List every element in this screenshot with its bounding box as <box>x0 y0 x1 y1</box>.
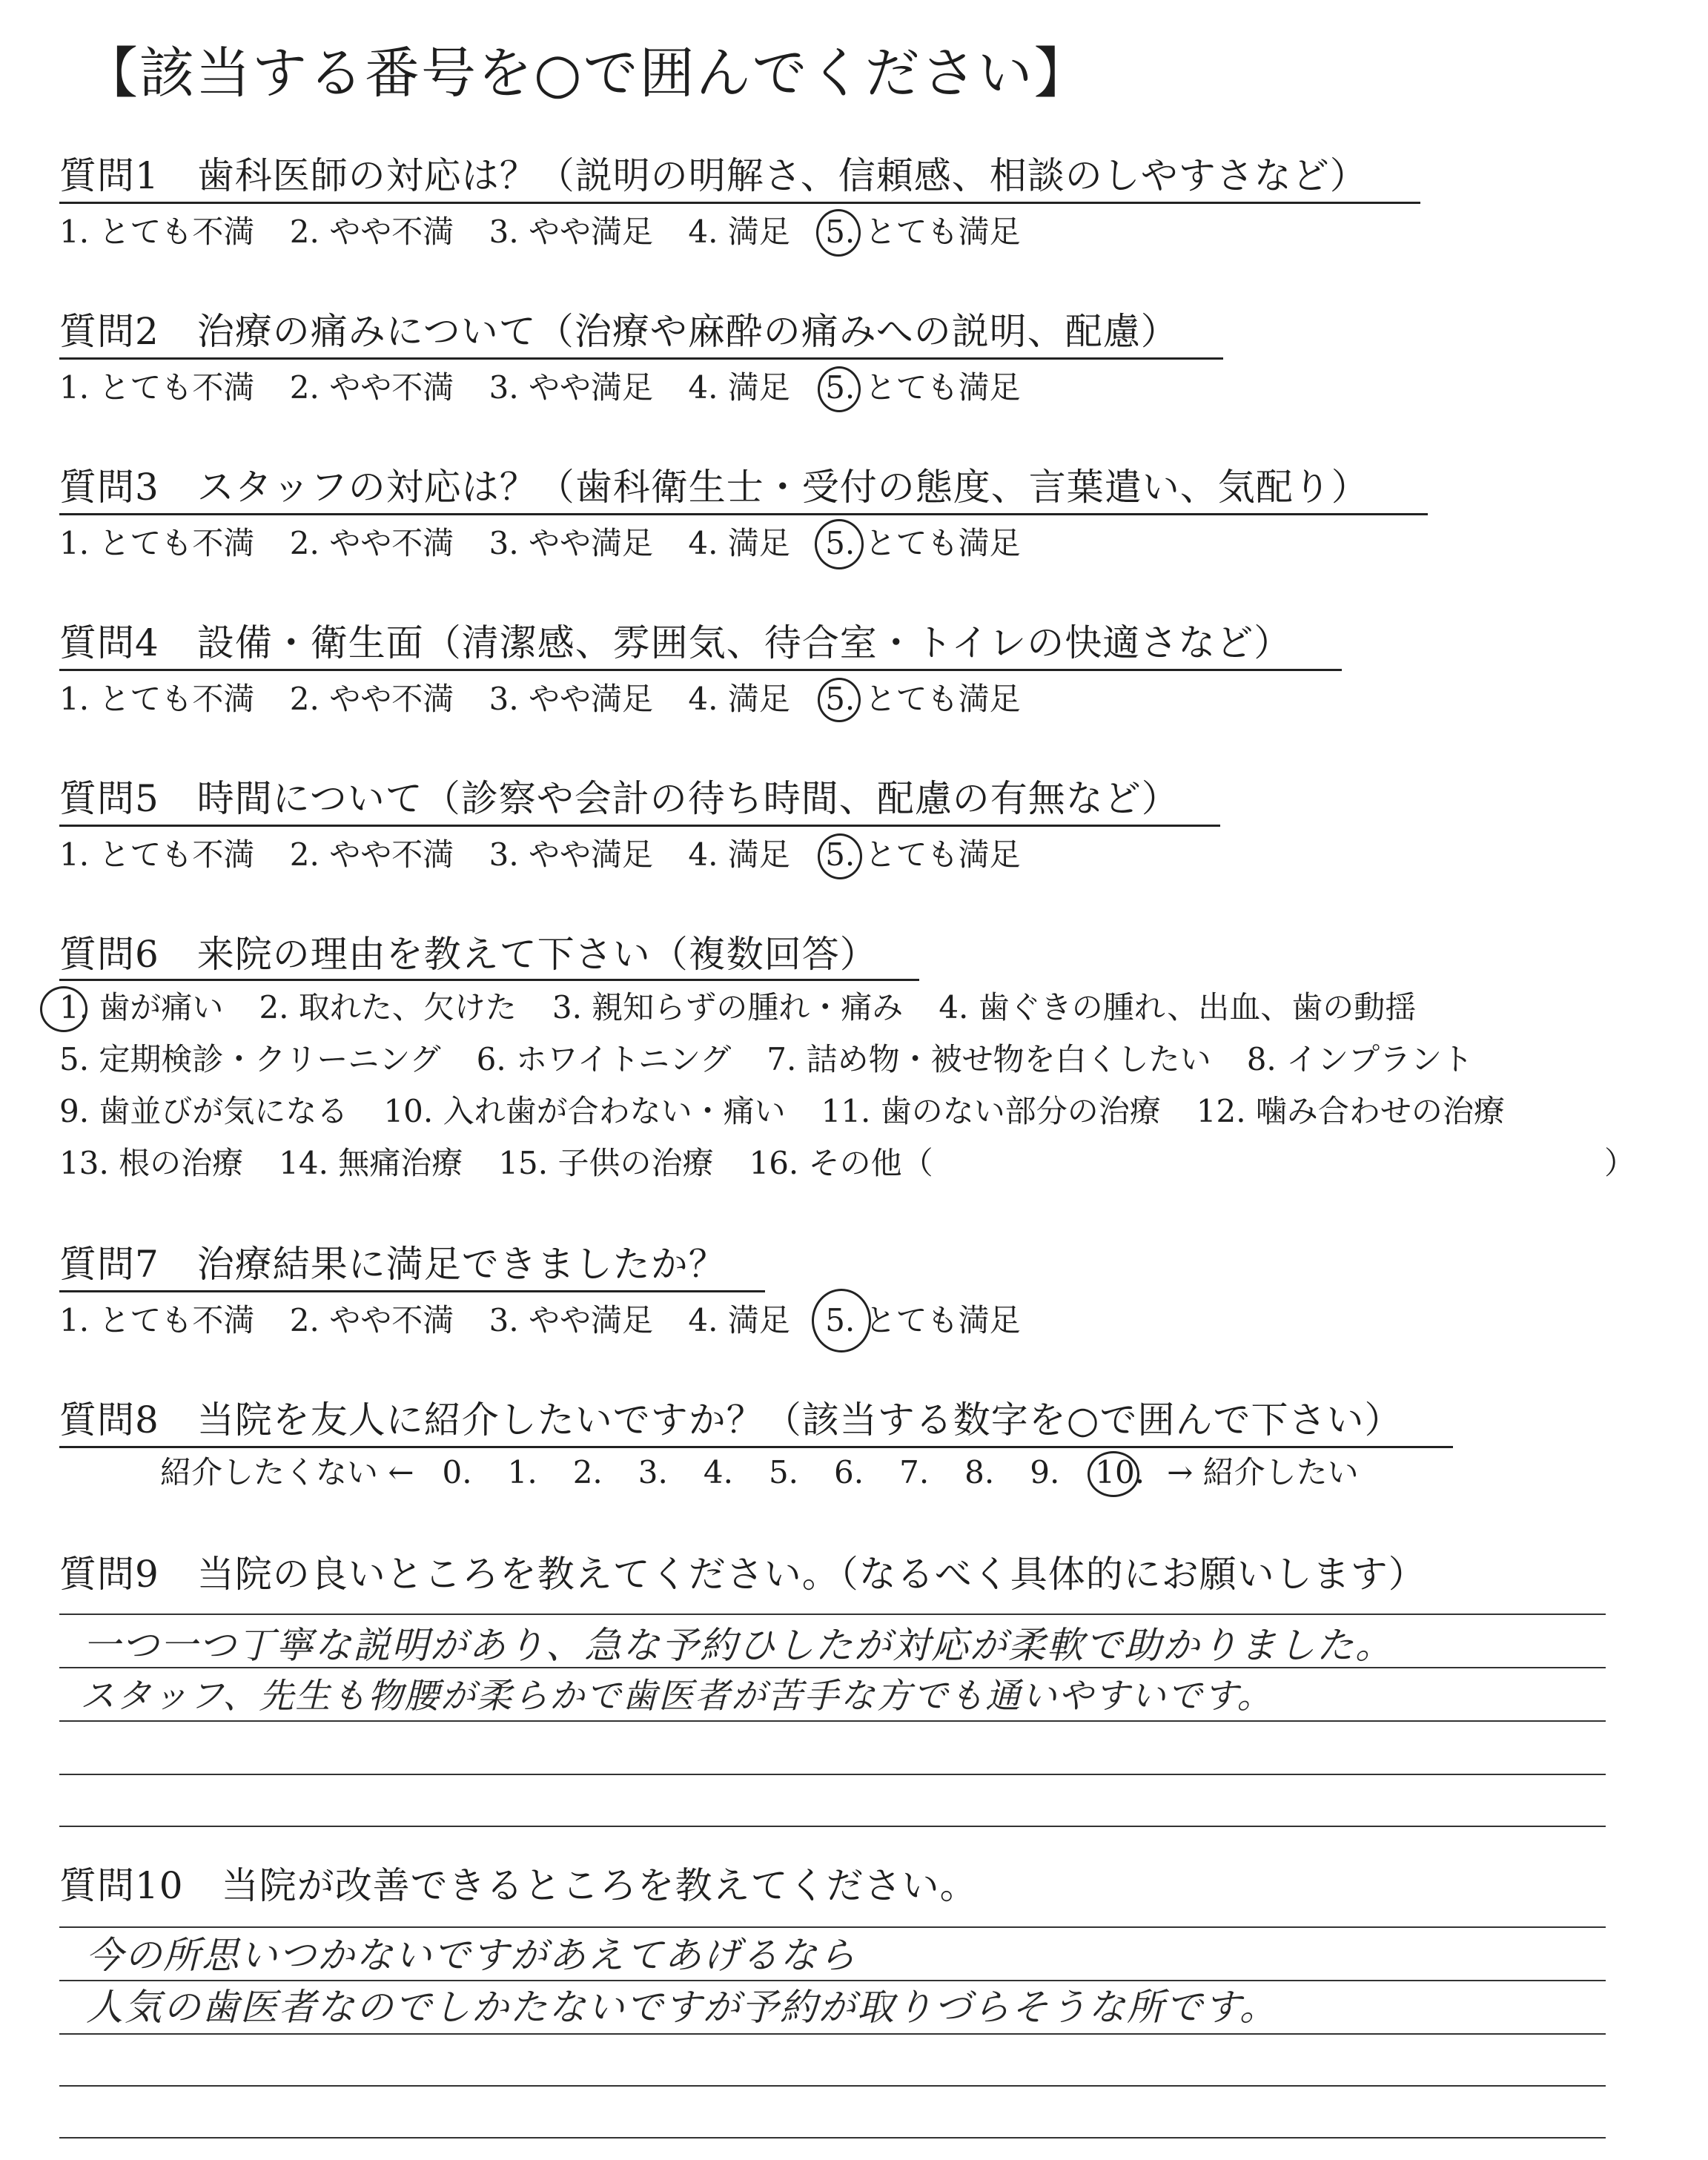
q3-option-3[interactable]: 3. やや満足 <box>489 525 654 561</box>
q5-option-4[interactable]: 4. 満足 <box>688 836 790 873</box>
reason-1-circled[interactable]: 1. 歯が痛い <box>59 992 223 1023</box>
reason-7[interactable]: 7. 詰め物・被せ物を白くしたい <box>767 1041 1211 1077</box>
answer-circle <box>815 519 864 569</box>
scale-2[interactable]: 2. <box>572 1454 603 1490</box>
reason-3[interactable]: 3. 親知らずの腫れ・痛み <box>552 989 904 1025</box>
reason-row-2 <box>59 1041 1474 1077</box>
answer-line <box>59 2085 1606 2087</box>
q2-option-1[interactable]: 1. とても不満 <box>59 369 255 406</box>
q7-option-4[interactable]: 4. 満足 <box>688 1302 790 1338</box>
q4-option-2[interactable]: 2. やや不満 <box>289 681 454 717</box>
answer-line <box>59 2137 1606 2138</box>
q4-option-5-circled[interactable]: 5. とても満足 <box>825 684 1045 715</box>
answer-line <box>59 1826 1606 1827</box>
q4-option-3[interactable]: 3. やや満足 <box>489 681 654 717</box>
reason-other-close-paren: ） <box>1604 1145 1636 1181</box>
q3-option-2[interactable]: 2. やや不満 <box>289 525 454 561</box>
answer-line <box>59 1926 1606 1928</box>
reason-16[interactable]: 16. その他（ <box>749 1145 933 1181</box>
question-4-rule <box>59 669 1342 671</box>
answer-line <box>59 1720 1606 1722</box>
question-1-options <box>59 214 1071 250</box>
question-4-options <box>59 681 1071 717</box>
question-3-options <box>59 525 1071 561</box>
reason-15[interactable]: 15. 子供の治療 <box>498 1145 714 1181</box>
reason-10[interactable]: 10. 入れ歯が合わない・痛い <box>383 1093 786 1129</box>
scale-6[interactable]: 6. <box>834 1454 864 1490</box>
reason-8[interactable]: 8. インプラント <box>1246 1041 1474 1077</box>
reason-9[interactable]: 9. 歯並びが気になる <box>59 1093 348 1129</box>
q5-option-3[interactable]: 3. やや満足 <box>489 836 654 873</box>
reason-11[interactable]: 11. 歯のない部分の治療 <box>821 1093 1161 1129</box>
scale-right-label: → 紹介したい <box>1167 1454 1359 1490</box>
q10-answer-line-2[interactable]: 人気の歯医者なのでしかたないですが予約が取りづらそうな所です。 <box>86 1986 1278 2029</box>
question-5-options <box>59 836 1071 873</box>
q2-option-4[interactable]: 4. 満足 <box>688 369 790 406</box>
q7-option-5-circled[interactable]: 5. とても満足 <box>825 1305 1045 1336</box>
q9-answer-line-1[interactable]: 一つ一つ丁寧な説明があり、急な予約ひしたが対応が柔軟で助かりました。 <box>83 1624 1394 1667</box>
scale-left-label: 紹介したくない ← <box>160 1454 414 1490</box>
answer-circle <box>816 209 861 257</box>
q2-option-2[interactable]: 2. やや不満 <box>289 369 454 406</box>
reason-row-3 <box>59 1093 1505 1129</box>
q5-option-1[interactable]: 1. とても不満 <box>59 836 255 873</box>
reason-2[interactable]: 2. 取れた、欠けた <box>259 989 517 1025</box>
q3-option-4[interactable]: 4. 満足 <box>688 525 790 561</box>
scale-3[interactable]: 3. <box>638 1454 668 1490</box>
q3-option-5-circled[interactable]: 5. とても満足 <box>825 528 1045 559</box>
q1-option-2[interactable]: 2. やや不満 <box>289 214 454 250</box>
q7-option-2[interactable]: 2. やや不満 <box>289 1302 454 1338</box>
question-9-label: 質問9 当院の良いところを教えてください。（なるべく具体的にお願いします） <box>59 1553 1426 1596</box>
answer-line <box>59 2033 1606 2035</box>
q2-option-3[interactable]: 3. やや満足 <box>489 369 654 406</box>
question-2-label: 質問2 治療の痛みについて（治療や麻酔の痛みへの説明、配慮） <box>59 310 1179 353</box>
question-3-rule <box>59 513 1428 515</box>
q5-option-5-circled[interactable]: 5. とても満足 <box>825 839 1045 871</box>
question-1-rule <box>59 202 1420 204</box>
question-6-rule <box>59 979 919 981</box>
q4-option-4[interactable]: 4. 満足 <box>688 681 790 717</box>
question-2-options <box>59 369 1071 406</box>
answer-circle <box>812 1289 871 1353</box>
q9-answer-line-2[interactable]: スタッフ、先生も物腰が柔らかで歯医者が苦手な方でも通いやすいです。 <box>80 1676 1274 1717</box>
q10-answer-line-1[interactable]: 今の所思いつかないですがあえてあげるなら <box>86 1934 857 1977</box>
question-2-rule <box>59 357 1223 360</box>
reason-14[interactable]: 14. 無痛治療 <box>279 1145 463 1181</box>
q1-option-4[interactable]: 4. 満足 <box>688 214 790 250</box>
reason-12[interactable]: 12. 噛み合わせの治療 <box>1196 1093 1505 1129</box>
answer-line <box>59 1614 1606 1615</box>
question-1-label: 質問1 歯科医師の対応は？（説明の明解さ、信頼感、相談のしやすさなど） <box>59 154 1368 197</box>
q7-option-3[interactable]: 3. やや満足 <box>489 1302 654 1338</box>
form-title: 【該当する番号を○で囲んでください】 <box>83 42 1090 105</box>
reason-5[interactable]: 5. 定期検診・クリーニング <box>59 1041 441 1077</box>
scale-10-circled[interactable]: 10. <box>1095 1457 1145 1488</box>
answer-line <box>59 1980 1606 1981</box>
scale-4[interactable]: 4. <box>703 1454 733 1490</box>
question-5-rule <box>59 825 1220 827</box>
question-6-label: 質問6 来院の理由を教えて下さい（複数回答） <box>59 933 878 976</box>
question-8-rule <box>59 1446 1453 1448</box>
scale-9[interactable]: 9. <box>1030 1454 1060 1490</box>
scale-1[interactable]: 1. <box>507 1454 537 1490</box>
answer-circle <box>818 833 862 879</box>
question-8-label: 質問8 当院を友人に紹介したいですか？（該当する数字を○で囲んで下さい） <box>59 1398 1403 1441</box>
answer-circle <box>818 678 861 722</box>
answer-circle <box>1088 1451 1139 1497</box>
scale-8[interactable]: 8. <box>964 1454 995 1490</box>
question-7-rule <box>59 1290 765 1292</box>
reason-4[interactable]: 4. 歯ぐきの腫れ、出血、歯の動揺 <box>939 989 1417 1025</box>
q2-option-5-circled[interactable]: 5. とても満足 <box>825 372 1045 403</box>
q5-option-2[interactable]: 2. やや不満 <box>289 836 454 873</box>
reason-13[interactable]: 13. 根の治療 <box>59 1145 244 1181</box>
scale-5[interactable]: 5. <box>768 1454 799 1490</box>
q1-option-1[interactable]: 1. とても不満 <box>59 214 255 250</box>
q4-option-1[interactable]: 1. とても不満 <box>59 681 255 717</box>
reason-row-4 <box>59 1145 933 1181</box>
question-3-label: 質問3 スタッフの対応は？（歯科衛生士・受付の態度、言葉遣い、気配り） <box>59 466 1369 509</box>
question-7-options <box>59 1302 1071 1338</box>
reason-6[interactable]: 6. ホワイトニング <box>476 1041 732 1077</box>
answer-line <box>59 1667 1606 1668</box>
reason-row-1 <box>59 989 1417 1025</box>
scale-7[interactable]: 7. <box>899 1454 930 1490</box>
q7-option-1[interactable]: 1. とても不満 <box>59 1302 255 1338</box>
answer-line <box>59 1774 1606 1775</box>
answer-circle <box>818 366 861 412</box>
q1-option-5-circled[interactable]: 5. とても満足 <box>825 217 1045 248</box>
q3-option-1[interactable]: 1. とても不満 <box>59 525 255 561</box>
answer-circle <box>40 986 87 1032</box>
scale-0[interactable]: 0. <box>442 1454 472 1490</box>
q1-option-3[interactable]: 3. やや満足 <box>489 214 654 250</box>
question-5-label: 質問5 時間について（診察や会計の待ち時間、配慮の有無など） <box>59 777 1179 820</box>
question-4-label: 質問4 設備・衛生面（清潔感、雰囲気、待合室・トイレの快適さなど） <box>59 621 1292 664</box>
question-7-label: 質問7 治療結果に満足できましたか？ <box>59 1243 726 1286</box>
question-10-label: 質問10 当院が改善できるところを教えてください。 <box>59 1864 978 1907</box>
recommend-scale <box>160 1454 1359 1490</box>
